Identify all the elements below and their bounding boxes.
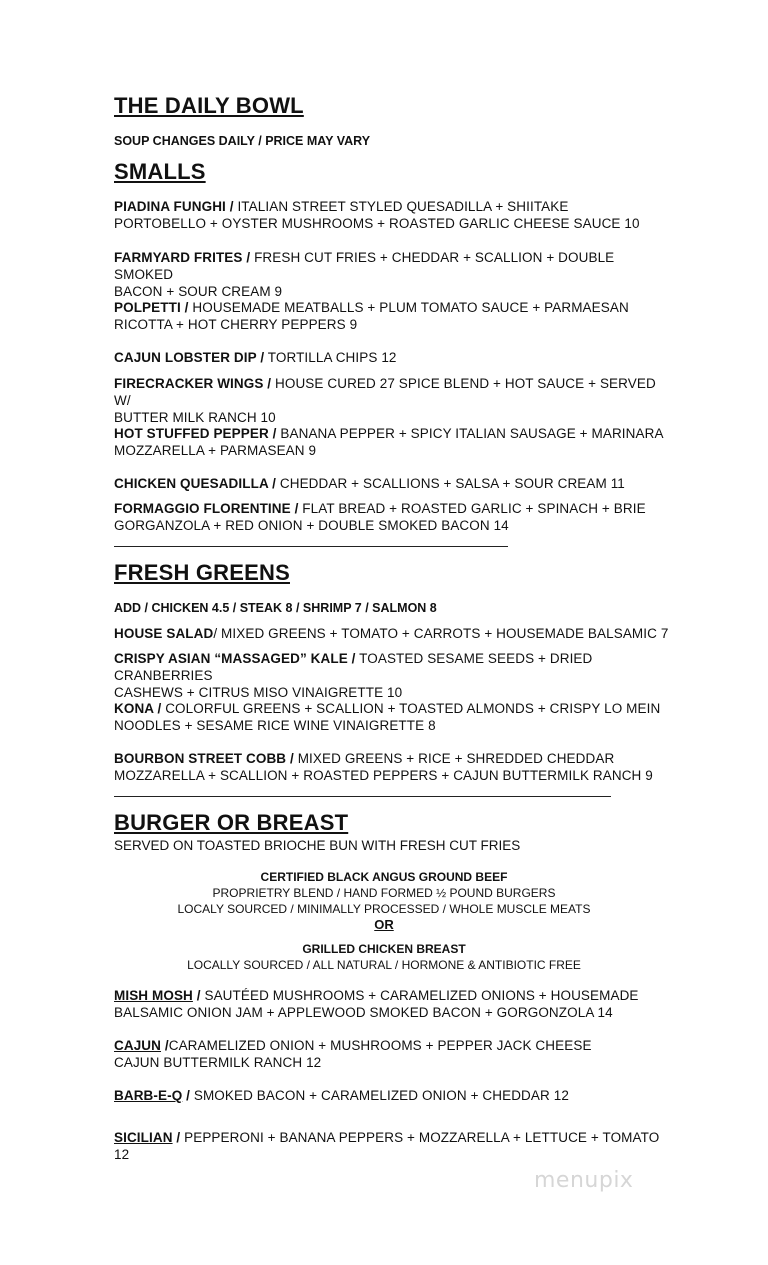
- item-desc: HOUSE CURED 27 SPICE BLEND + HOT SAUCE + SERVED W/: [114, 376, 656, 408]
- menu-item: [114, 349, 397, 366]
- item-desc-line2: CASHEWS + CITRUS MISO VINAIGRETTE 10: [114, 685, 403, 700]
- item-desc-line2: RICOTTA + HOT CHERRY PEPPERS 9: [114, 317, 358, 332]
- item-desc: PEPPERONI + BANANA PEPPERS + MOZZARELLA + LETTUCE + TOMATO 12: [114, 1130, 660, 1162]
- item-name: MISH MOSH: [114, 988, 193, 1003]
- menu-item: [114, 249, 674, 300]
- item-desc-line2: BUTTER MILK RANCH 10: [114, 410, 276, 425]
- chicken-line1: LOCALLY SOURCED / ALL NATURAL / HORMONE & ANTIBIOTIC FREE: [187, 958, 581, 972]
- item-sep: /: [192, 988, 201, 1003]
- item-sep: /: [172, 1130, 181, 1145]
- item-desc-line2: MOZZARELLA + SCALLION + ROASTED PEPPERS + CAJUN BUTTERMILK RANCH 9: [114, 768, 653, 783]
- menu-item: [114, 625, 668, 642]
- item-name: CAJUN: [114, 1038, 162, 1053]
- item-desc-line2: NOODLES + SESAME RICE WINE VINAIGRETTE 8: [114, 718, 436, 733]
- item-name: POLPETTI /: [114, 300, 189, 315]
- menu-item: [114, 500, 646, 534]
- burger-info: [114, 869, 654, 973]
- greens-add-ons: ADD / CHICKEN 4.5 / STEAK 8 / SHRIMP 7 / SALMON 8: [114, 601, 437, 615]
- item-desc-line2: BALSAMIC ONION JAM + APPLEWOOD SMOKED BACON + GORGONZOLA 14: [114, 1005, 613, 1020]
- menu-item: [114, 475, 625, 492]
- beef-line2: LOCALY SOURCED / MINIMALLY PROCESSED / WHOLE MUSCLE MEATS: [177, 902, 591, 916]
- item-name: BOURBON STREET COBB /: [114, 751, 294, 766]
- item-name: KONA /: [114, 701, 162, 716]
- item-sep: /: [182, 1088, 190, 1103]
- item-desc-line2: MOZZARELLA + PARMASEAN 9: [114, 443, 317, 458]
- item-desc: FRESH CUT FRIES + CHEDDAR + SCALLION + DOUBLE SMOKED: [114, 250, 615, 282]
- item-desc: HOUSEMADE MEATBALLS + PLUM TOMATO SAUCE + PARMAESAN: [188, 300, 629, 315]
- watermark-logo: menupix: [534, 1168, 634, 1193]
- item-desc-line2: BACON + SOUR CREAM 9: [114, 284, 283, 299]
- item-desc: FLAT BREAD + ROASTED GARLIC + SPINACH + BRIE: [298, 501, 646, 516]
- greens-title: FRESH GREENS: [114, 560, 290, 585]
- item-desc: MIXED GREENS + RICE + SHREDDED CHEDDAR: [293, 751, 615, 766]
- section-divider: [114, 546, 508, 547]
- item-name: HOUSE SALAD: [114, 626, 214, 641]
- beef-title: CERTIFIED BLACK ANGUS GROUND BEEF: [260, 870, 508, 884]
- item-name: CAJUN LOBSTER DIP /: [114, 350, 265, 365]
- item-name: FORMAGGIO FLORENTINE /: [114, 501, 299, 516]
- menu-item: [114, 1037, 592, 1071]
- menu-item: [114, 650, 674, 701]
- item-desc-line2: CAJUN BUTTERMILK RANCH 12: [114, 1055, 322, 1070]
- item-desc: TORTILLA CHIPS 12: [264, 350, 397, 365]
- or-divider: OR: [374, 917, 394, 932]
- item-desc: ITALIAN STREET STYLED QUESADILLA + SHIITAKE: [233, 199, 569, 214]
- item-name: CHICKEN QUESADILLA /: [114, 476, 277, 491]
- item-sep: /: [161, 1038, 169, 1053]
- smalls-title: SMALLS: [114, 159, 206, 184]
- menu-item: [114, 375, 674, 426]
- item-name: FIRECRACKER WINGS /: [114, 376, 272, 391]
- item-name: PIADINA FUNGHI /: [114, 199, 234, 214]
- item-desc: COLORFUL GREENS + SCALLION + TOASTED ALMONDS + CRISPY LO MEIN: [161, 701, 661, 716]
- section-divider: [114, 796, 611, 797]
- burgers-subtitle: SERVED ON TOASTED BRIOCHE BUN WITH FRESH CUT FRIES: [114, 838, 521, 853]
- menu-item: [114, 987, 639, 1021]
- item-desc: TOASTED SESAME SEEDS + DRIED CRANBERRIES: [114, 651, 593, 683]
- item-desc: BANANA PEPPER + SPICY ITALIAN SAUSAGE + MARINARA: [276, 426, 664, 441]
- item-name: HOT STUFFED PEPPER /: [114, 426, 277, 441]
- item-name: CRISPY ASIAN “MASSAGED” KALE /: [114, 651, 356, 666]
- menu-item: [114, 299, 629, 333]
- item-desc-line2: GORGANZOLA + RED ONION + DOUBLE SMOKED BACON 14: [114, 518, 509, 533]
- menu-item: [114, 700, 660, 734]
- menu-item: [114, 1087, 569, 1104]
- item-desc: / MIXED GREENS + TOMATO + CARROTS + HOUSEMADE BALSAMIC 7: [213, 626, 669, 641]
- item-desc: SMOKED BACON + CARAMELIZED ONION + CHEDDAR 12: [190, 1088, 569, 1103]
- item-desc-line2: PORTOBELLO + OYSTER MUSHROOMS + ROASTED GARLIC CHEESE SAUCE 10: [114, 216, 640, 231]
- item-desc: SAUTÉED MUSHROOMS + CARAMELIZED ONIONS + HOUSEMADE: [200, 988, 639, 1003]
- burgers-title: BURGER OR BREAST: [114, 810, 349, 835]
- menu-item: [114, 425, 664, 459]
- item-name: BARB-E-Q: [114, 1088, 183, 1103]
- item-desc: CHEDDAR + SCALLIONS + SALSA + SOUR CREAM 11: [276, 476, 625, 491]
- item-name: FARMYARD FRITES /: [114, 250, 251, 265]
- menu-item: [114, 198, 640, 232]
- chicken-title: GRILLED CHICKEN BREAST: [302, 942, 466, 956]
- item-name: SICILIAN: [114, 1130, 173, 1145]
- item-desc: CARAMELIZED ONION + MUSHROOMS + PEPPER JACK CHEESE: [168, 1038, 592, 1053]
- menu-item: [114, 750, 653, 784]
- menu-item: [114, 1129, 674, 1163]
- daily-bowl-title: THE DAILY BOWL: [114, 93, 304, 118]
- daily-bowl-note: SOUP CHANGES DAILY / PRICE MAY VARY: [114, 134, 371, 148]
- beef-line1: PROPRIETRY BLEND / HAND FORMED ½ POUND BURGERS: [212, 886, 556, 900]
